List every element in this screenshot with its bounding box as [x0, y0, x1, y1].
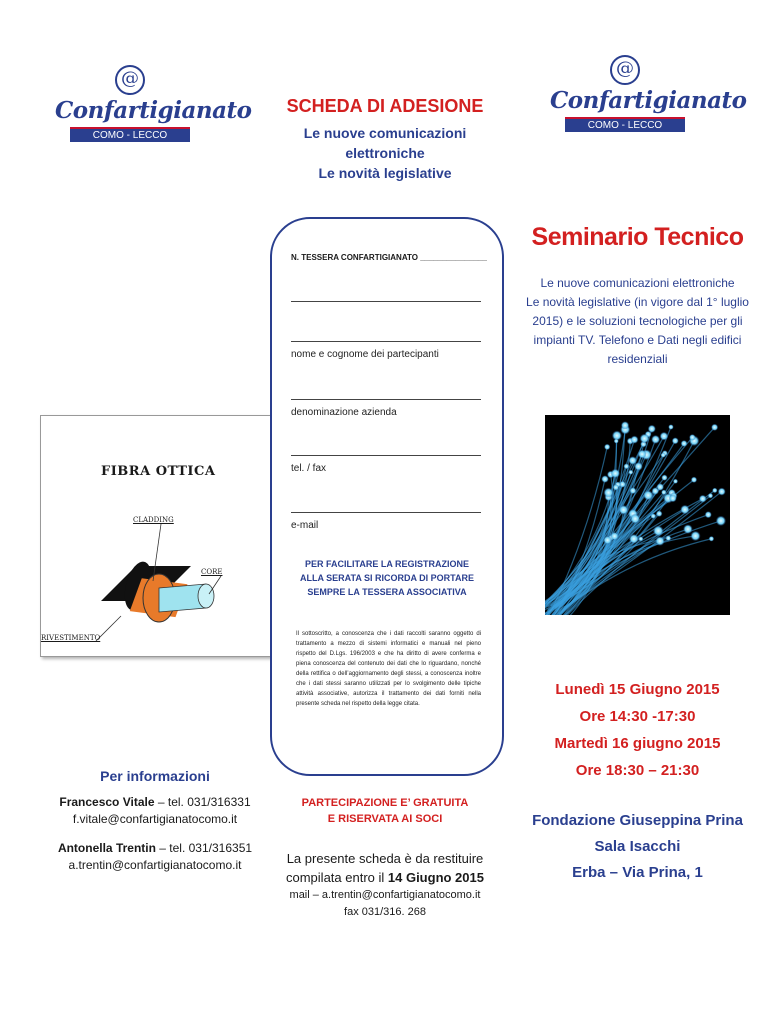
fiber-tip	[619, 505, 629, 515]
fiber-tip	[629, 487, 636, 494]
desc-line-2: Le novità legislative (in vigore dal 1° luglio	[526, 295, 749, 309]
at-logo-icon: @	[115, 65, 145, 95]
tessera-label[interactable]: N. TESSERA CONFARTIGIANATO _______________	[291, 253, 487, 262]
return-line-2	[265, 868, 505, 887]
logo-right	[550, 55, 747, 132]
fiber-tip	[689, 434, 696, 441]
fiber-tip	[680, 505, 690, 515]
azienda-label: denominazione azienda	[291, 407, 397, 418]
fiber-tip	[640, 434, 650, 444]
fiber-tip	[638, 536, 643, 541]
tel-line[interactable]	[291, 455, 481, 456]
logo-subtitle-right: COMO - LECCO	[565, 117, 685, 132]
fiber-tip	[705, 511, 712, 518]
contact-2-name: Antonella Trentin	[57, 841, 156, 855]
fiber-tip	[630, 514, 640, 524]
fiber-tip	[648, 425, 656, 433]
fiber-tip	[611, 469, 621, 479]
form-subtitle-2: elettroniche	[345, 145, 425, 161]
fiber-tip	[655, 536, 665, 546]
participation-line-2: E RISERVATA AI SOCI	[327, 813, 443, 825]
fiber-tip	[623, 463, 629, 469]
logo-brand: Confartigianato	[55, 97, 252, 124]
nome-line-1[interactable]	[291, 301, 481, 302]
fiber-tip	[681, 440, 688, 447]
fiber-tip	[673, 479, 678, 484]
fiber-tip	[665, 535, 671, 541]
at-logo-icon-right: @	[610, 55, 640, 85]
form-subtitle-1: Le nuove comunicazioni	[303, 125, 467, 141]
fiber-tip	[716, 516, 726, 526]
fiber-tip	[668, 424, 674, 430]
dates-section	[525, 676, 750, 784]
fiber-tip	[718, 488, 726, 496]
fiber-tip	[638, 450, 647, 459]
contact-2	[40, 840, 270, 874]
date-2: Martedì 16 giugno 2015	[554, 735, 721, 752]
fiber-tip	[604, 444, 610, 450]
label-cladding: CLADDING	[133, 516, 174, 524]
fiber-tip	[630, 436, 638, 444]
fiber-tip	[672, 437, 679, 444]
fiber-tip	[628, 470, 633, 475]
date-1: Lunedì 15 Giugno 2015	[555, 681, 720, 698]
fiber-tip	[690, 531, 700, 541]
venue-line-2: Sala Isacchi	[594, 838, 681, 855]
fiber-tip	[629, 534, 639, 544]
contact-2-tel: – tel. 031/316351	[155, 841, 253, 855]
fiber-tip	[709, 536, 715, 542]
contact-2-email[interactable]: a.trentin@confartigianatocomo.it	[68, 858, 242, 872]
azienda-line[interactable]	[291, 399, 481, 400]
fiber-strands	[545, 415, 730, 615]
time-1: Ore 14:30 -17:30	[579, 708, 696, 725]
tel-label: tel. / fax	[291, 463, 327, 474]
desc-line-4: impianti TV. Telefono e Dati negli edifici	[533, 333, 742, 347]
fiber-tip	[661, 474, 667, 480]
fiber-tip	[683, 524, 693, 534]
fiber-tip	[603, 536, 612, 545]
fiber-tip	[650, 513, 656, 519]
email-line[interactable]	[291, 512, 481, 513]
fiber-tip	[643, 490, 653, 500]
fiber-tip	[656, 483, 664, 491]
desc-line-5: residenziali	[607, 352, 668, 366]
fiber-tip	[613, 484, 619, 490]
fiber-tip	[603, 488, 613, 498]
contact-1	[40, 794, 270, 828]
logo-left	[55, 65, 252, 142]
cable-drawing	[41, 416, 271, 656]
fiber-tip	[621, 421, 629, 429]
form-title: SCHEDA DI ADESIONE	[286, 96, 484, 116]
reminder-text: PER FACILITARE LA REGISTRAZIONE ALLA SERATA SI RICORDA DI PORTARE SEMPRE LA TESSERA ASSOCIATIVA	[300, 559, 474, 597]
registration-form	[270, 217, 504, 776]
fiber-tip	[708, 493, 713, 498]
return-prefix: compilata entro il	[286, 870, 388, 885]
logo-brand-right: Confartigianato	[550, 87, 747, 114]
contact-1-tel: – tel. 031/316331	[154, 795, 251, 809]
fiber-tip	[614, 439, 619, 444]
fiber-tip	[691, 477, 697, 483]
fiber-optic-photo	[545, 415, 730, 615]
form-header	[265, 96, 505, 183]
return-fax: fax 031/316. 268	[344, 906, 426, 918]
seminar-description	[515, 274, 760, 369]
venue-line-1: Fondazione Giuseppina Prina	[532, 812, 743, 829]
privacy-notice: Il sottoscritto, a conoscenza che i dati raccolti saranno oggetto di trattamento a mezzo di sistemi informatici e manuali nel pieno rispetto del D.Lgs. 196/2003 e che ha diritto di avere conferma e piena conoscenza del contenuto dei dati che lo riguardano, nonché della rettifica o dell’aggiornamento degli stessi, a conoscenza inoltre che i dati stessi saranno utilizzati per lo svolgimento delle tipiche attività associative, autorizza il trattamento dei dati forniti nella presente scheda nel rispetto della legge citata.	[296, 631, 481, 707]
time-2: Ore 18:30 – 21:30	[575, 762, 700, 779]
participation-line-1: PARTECIPAZIONE E’ GRATUITA	[301, 797, 469, 809]
label-core: CORE	[201, 568, 223, 576]
diagram-title: FIBRA OTTICA	[101, 464, 216, 479]
fiber-optic-diagram	[40, 415, 272, 657]
info-heading: Per informazioni	[100, 768, 210, 784]
fiber-tip	[699, 495, 707, 503]
return-mail[interactable]: mail – a.trentin@confartigianatocomo.it	[289, 889, 481, 901]
desc-line-3: 2015) e le soluzioni tecnologiche per gli	[532, 314, 743, 328]
logo-subtitle: COMO - LECCO	[70, 127, 190, 142]
fiber-tip	[651, 435, 660, 444]
venue-section	[525, 808, 750, 886]
nome-line-2[interactable]	[291, 341, 481, 342]
fiber-tip	[660, 452, 665, 457]
email-label: e-mail	[291, 520, 319, 531]
fiber-tip	[656, 510, 663, 517]
fiber-tip	[711, 424, 718, 431]
fiber-tip	[634, 462, 643, 471]
nome-label: nome e cognome dei partecipanti	[291, 349, 439, 360]
fiber-tip	[601, 475, 609, 483]
desc-line-1: Le nuove comunicazioni elettroniche	[540, 276, 735, 290]
venue-line-3: Erba – Via Prina, 1	[572, 864, 703, 881]
return-deadline: 14 Giugno 2015	[387, 870, 484, 885]
fiber-tip	[669, 494, 677, 502]
fiber-tip	[712, 488, 717, 493]
core-end	[198, 584, 214, 608]
participation-section	[265, 795, 505, 921]
return-line-1: La presente scheda è da restituire	[286, 851, 484, 866]
fiber-tip	[653, 525, 664, 536]
contact-1-name: Francesco Vitale	[59, 795, 155, 809]
info-section	[40, 768, 270, 874]
contact-1-email[interactable]: f.vitale@confartigianatocomo.it	[72, 812, 238, 826]
seminar-title: Seminario Tecnico	[531, 223, 744, 251]
form-subtitle-3: Le novità legislative	[318, 165, 452, 181]
label-rivestimento: RIVESTIMENTO	[41, 634, 101, 642]
fiber-tip	[660, 432, 669, 441]
